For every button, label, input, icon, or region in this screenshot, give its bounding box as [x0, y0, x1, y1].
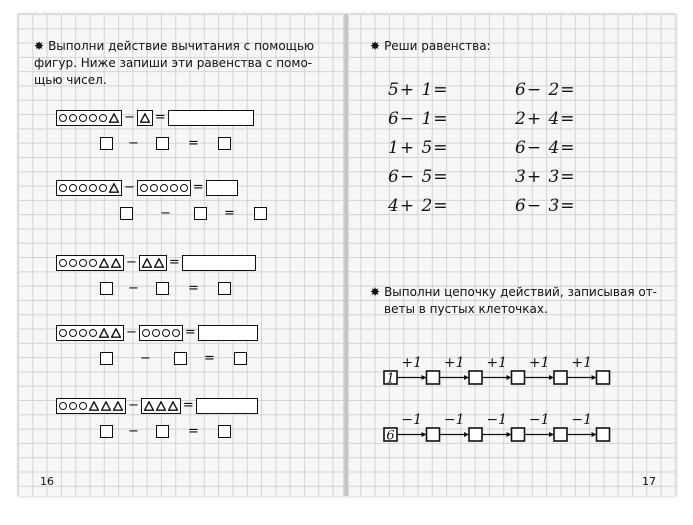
- chain-start-value: 1: [386, 371, 395, 387]
- equals-sign: =: [224, 206, 235, 221]
- chain-step-label: −1: [571, 412, 593, 428]
- chain-answer-box[interactable]: [554, 428, 567, 441]
- equals-sign: =: [188, 281, 199, 296]
- equals-sign: =: [154, 110, 166, 125]
- chain-answer-box[interactable]: [469, 428, 482, 441]
- chain-step-label: +1: [401, 355, 423, 371]
- minus-sign: −: [160, 206, 171, 221]
- chain-answer-box[interactable]: [512, 428, 525, 441]
- chain-step-label: +1: [486, 355, 508, 371]
- chain-answer-box[interactable]: [512, 371, 525, 384]
- left-task-title-line1: Выполни действие вычитания с помощью: [48, 39, 315, 53]
- left-task-title-line2: фигур. Ниже запиши эти равенства с помо-: [34, 56, 313, 70]
- minus-sign: −: [126, 255, 137, 270]
- chain-answer-box[interactable]: [427, 428, 440, 441]
- chain-answer-box[interactable]: [554, 371, 567, 384]
- equality-item: 5+ 1=: [388, 80, 449, 100]
- equals-sign: =: [184, 325, 196, 340]
- equality-item: 6− 1=: [388, 109, 449, 129]
- minus-sign: −: [128, 281, 139, 296]
- bullet-icon: ✸: [34, 39, 45, 53]
- right-task2-title-line1: Выполни цепочку действий, записывая от-: [384, 285, 658, 299]
- equality-item: 6− 2=: [515, 80, 576, 100]
- equals-sign: =: [182, 398, 194, 413]
- bullet-icon: ✸: [370, 39, 381, 53]
- equality-item: 1+ 5=: [388, 138, 449, 158]
- equals-sign: =: [192, 180, 204, 195]
- minus-sign: −: [124, 180, 135, 195]
- chain-step-label: −1: [401, 412, 423, 428]
- equality-item: 6− 5=: [388, 167, 449, 187]
- right-task1-title-text: Реши равенства:: [384, 39, 491, 53]
- chain-answer-box[interactable]: [597, 371, 610, 384]
- equality-item: 2+ 4=: [515, 109, 576, 129]
- minus-sign: −: [128, 424, 139, 439]
- chain-answer-box[interactable]: [469, 371, 482, 384]
- chain-step-label: +1: [443, 355, 465, 371]
- right-page-number: 17: [642, 475, 656, 488]
- chain-step-label: −1: [486, 412, 508, 428]
- bullet-icon: ✸: [370, 285, 381, 299]
- left-page-number: 16: [40, 475, 54, 488]
- minus-sign: −: [128, 398, 139, 413]
- chain-answer-box[interactable]: [427, 371, 440, 384]
- minus-sign: −: [126, 325, 137, 340]
- chain-step-label: −1: [528, 412, 550, 428]
- chain-step-label: −1: [443, 412, 465, 428]
- minus-sign: −: [124, 110, 135, 125]
- chain-start-value: 6: [386, 428, 395, 444]
- equals-sign: =: [168, 255, 180, 270]
- left-task-title-line3: щью чисел.: [34, 73, 107, 87]
- equals-sign: =: [204, 351, 215, 366]
- equality-item: 4+ 2=: [388, 196, 449, 216]
- chain-step-label: +1: [528, 355, 550, 371]
- minus-sign: −: [128, 136, 139, 151]
- chain-step-label: +1: [571, 355, 593, 371]
- equality-item: 6− 3=: [515, 196, 576, 216]
- right-task2-title-line2: веты в пустых клеточках.: [384, 302, 548, 316]
- chain-answer-box[interactable]: [597, 428, 610, 441]
- equality-item: 6− 4=: [515, 138, 576, 158]
- equality-item: 3+ 3=: [515, 167, 576, 187]
- minus-sign: −: [140, 351, 151, 366]
- equals-sign: =: [188, 424, 199, 439]
- equals-sign: =: [188, 136, 199, 151]
